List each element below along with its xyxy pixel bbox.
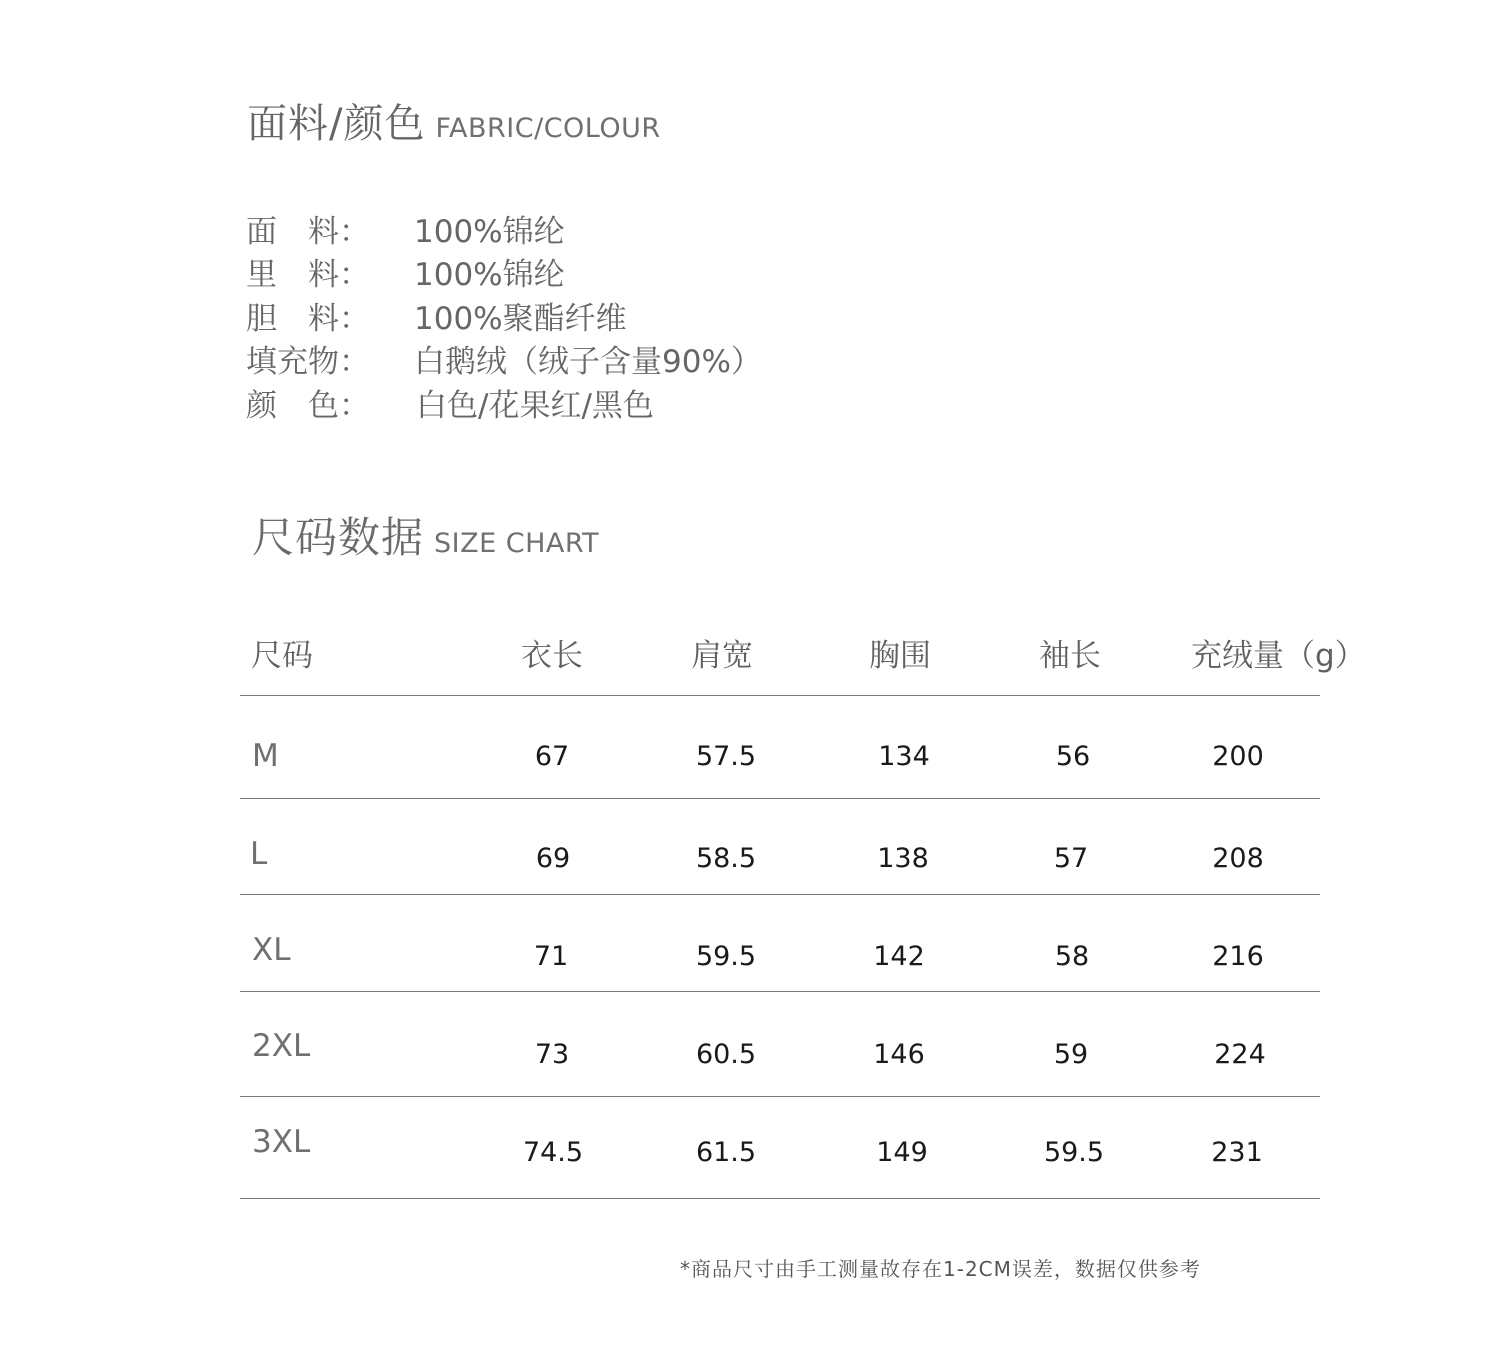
cell-length: 67 bbox=[534, 741, 570, 772]
cell-shoulder: 59.5 bbox=[695, 941, 757, 972]
cell-length: 74.5 bbox=[522, 1137, 584, 1168]
table-divider bbox=[240, 695, 1320, 696]
table-divider bbox=[240, 991, 1320, 992]
table-divider bbox=[240, 1096, 1320, 1097]
cell-down-weight: 231 bbox=[1211, 1137, 1263, 1168]
fabric-row-value: 100%锦纶 bbox=[414, 257, 565, 293]
cell-chest: 134 bbox=[878, 741, 930, 772]
fabric-section-title bbox=[247, 92, 661, 149]
header-chest: 胸围 bbox=[869, 638, 931, 674]
fabric-row-shell bbox=[246, 210, 946, 254]
cell-shoulder: 58.5 bbox=[695, 843, 757, 874]
header-size: 尺码 bbox=[251, 638, 313, 674]
fabric-row-filling bbox=[246, 340, 946, 384]
cell-down-weight: 208 bbox=[1212, 843, 1264, 874]
cell-chest: 142 bbox=[873, 941, 925, 972]
measurement-footnote: *商品尺寸由手工测量故存在1-2CM误差，数据仅供参考 bbox=[680, 1257, 1201, 1281]
fabric-row-label: 胆 料： bbox=[246, 301, 370, 337]
fabric-row-label: 面 料： bbox=[246, 214, 370, 250]
cell-sleeve: 59 bbox=[1053, 1039, 1089, 1070]
fabric-row-label: 里 料： bbox=[246, 257, 370, 293]
cell-sleeve: 59.5 bbox=[1043, 1137, 1105, 1168]
cell-length: 69 bbox=[535, 843, 571, 874]
fabric-row-inner bbox=[246, 297, 946, 341]
fabric-row-value: 白色/花果红/黑色 bbox=[416, 388, 654, 424]
cell-sleeve: 58 bbox=[1054, 941, 1090, 972]
table-divider bbox=[240, 894, 1320, 895]
fabric-row-label: 颜 色： bbox=[246, 388, 370, 424]
cell-size: 2XL bbox=[252, 1028, 311, 1064]
cell-down-weight: 216 bbox=[1212, 941, 1264, 972]
cell-size: M bbox=[252, 738, 279, 774]
cell-shoulder: 61.5 bbox=[695, 1137, 757, 1168]
size-section-title bbox=[252, 505, 599, 565]
fabric-row-value: 白鹅绒（绒子含量90%） bbox=[414, 344, 762, 380]
header-length: 衣长 bbox=[521, 638, 583, 674]
fabric-row-colour bbox=[246, 384, 946, 428]
cell-size: 3XL bbox=[252, 1124, 311, 1160]
cell-down-weight: 224 bbox=[1214, 1039, 1266, 1070]
cell-length: 73 bbox=[534, 1039, 570, 1070]
cell-sleeve: 56 bbox=[1055, 741, 1091, 772]
cell-sleeve: 57 bbox=[1053, 843, 1089, 874]
cell-shoulder: 60.5 bbox=[695, 1039, 757, 1070]
table-divider bbox=[240, 1198, 1320, 1199]
fabric-row-value: 100%锦纶 bbox=[414, 214, 565, 250]
cell-chest: 146 bbox=[873, 1039, 925, 1070]
cell-size: L bbox=[250, 836, 268, 872]
header-sleeve: 袖长 bbox=[1039, 638, 1101, 674]
header-shoulder: 肩宽 bbox=[691, 638, 753, 674]
cell-size: XL bbox=[252, 932, 291, 968]
fabric-title-en: FABRIC/COLOUR bbox=[435, 113, 661, 144]
cell-shoulder: 57.5 bbox=[695, 741, 757, 772]
cell-length: 71 bbox=[533, 941, 569, 972]
fabric-row-value: 100%聚酯纤维 bbox=[414, 301, 627, 337]
cell-chest: 149 bbox=[876, 1137, 928, 1168]
size-title-en: SIZE CHART bbox=[434, 528, 600, 559]
cell-chest: 138 bbox=[877, 843, 929, 874]
fabric-row-label: 填充物： bbox=[246, 344, 370, 380]
header-down-weight: 充绒量（g） bbox=[1191, 638, 1366, 674]
cell-down-weight: 200 bbox=[1212, 741, 1264, 772]
size-title-cn: 尺码数据 bbox=[252, 513, 425, 562]
table-divider bbox=[240, 798, 1320, 799]
fabric-row-lining bbox=[246, 253, 946, 297]
fabric-title-cn: 面料/颜色 bbox=[247, 101, 426, 147]
